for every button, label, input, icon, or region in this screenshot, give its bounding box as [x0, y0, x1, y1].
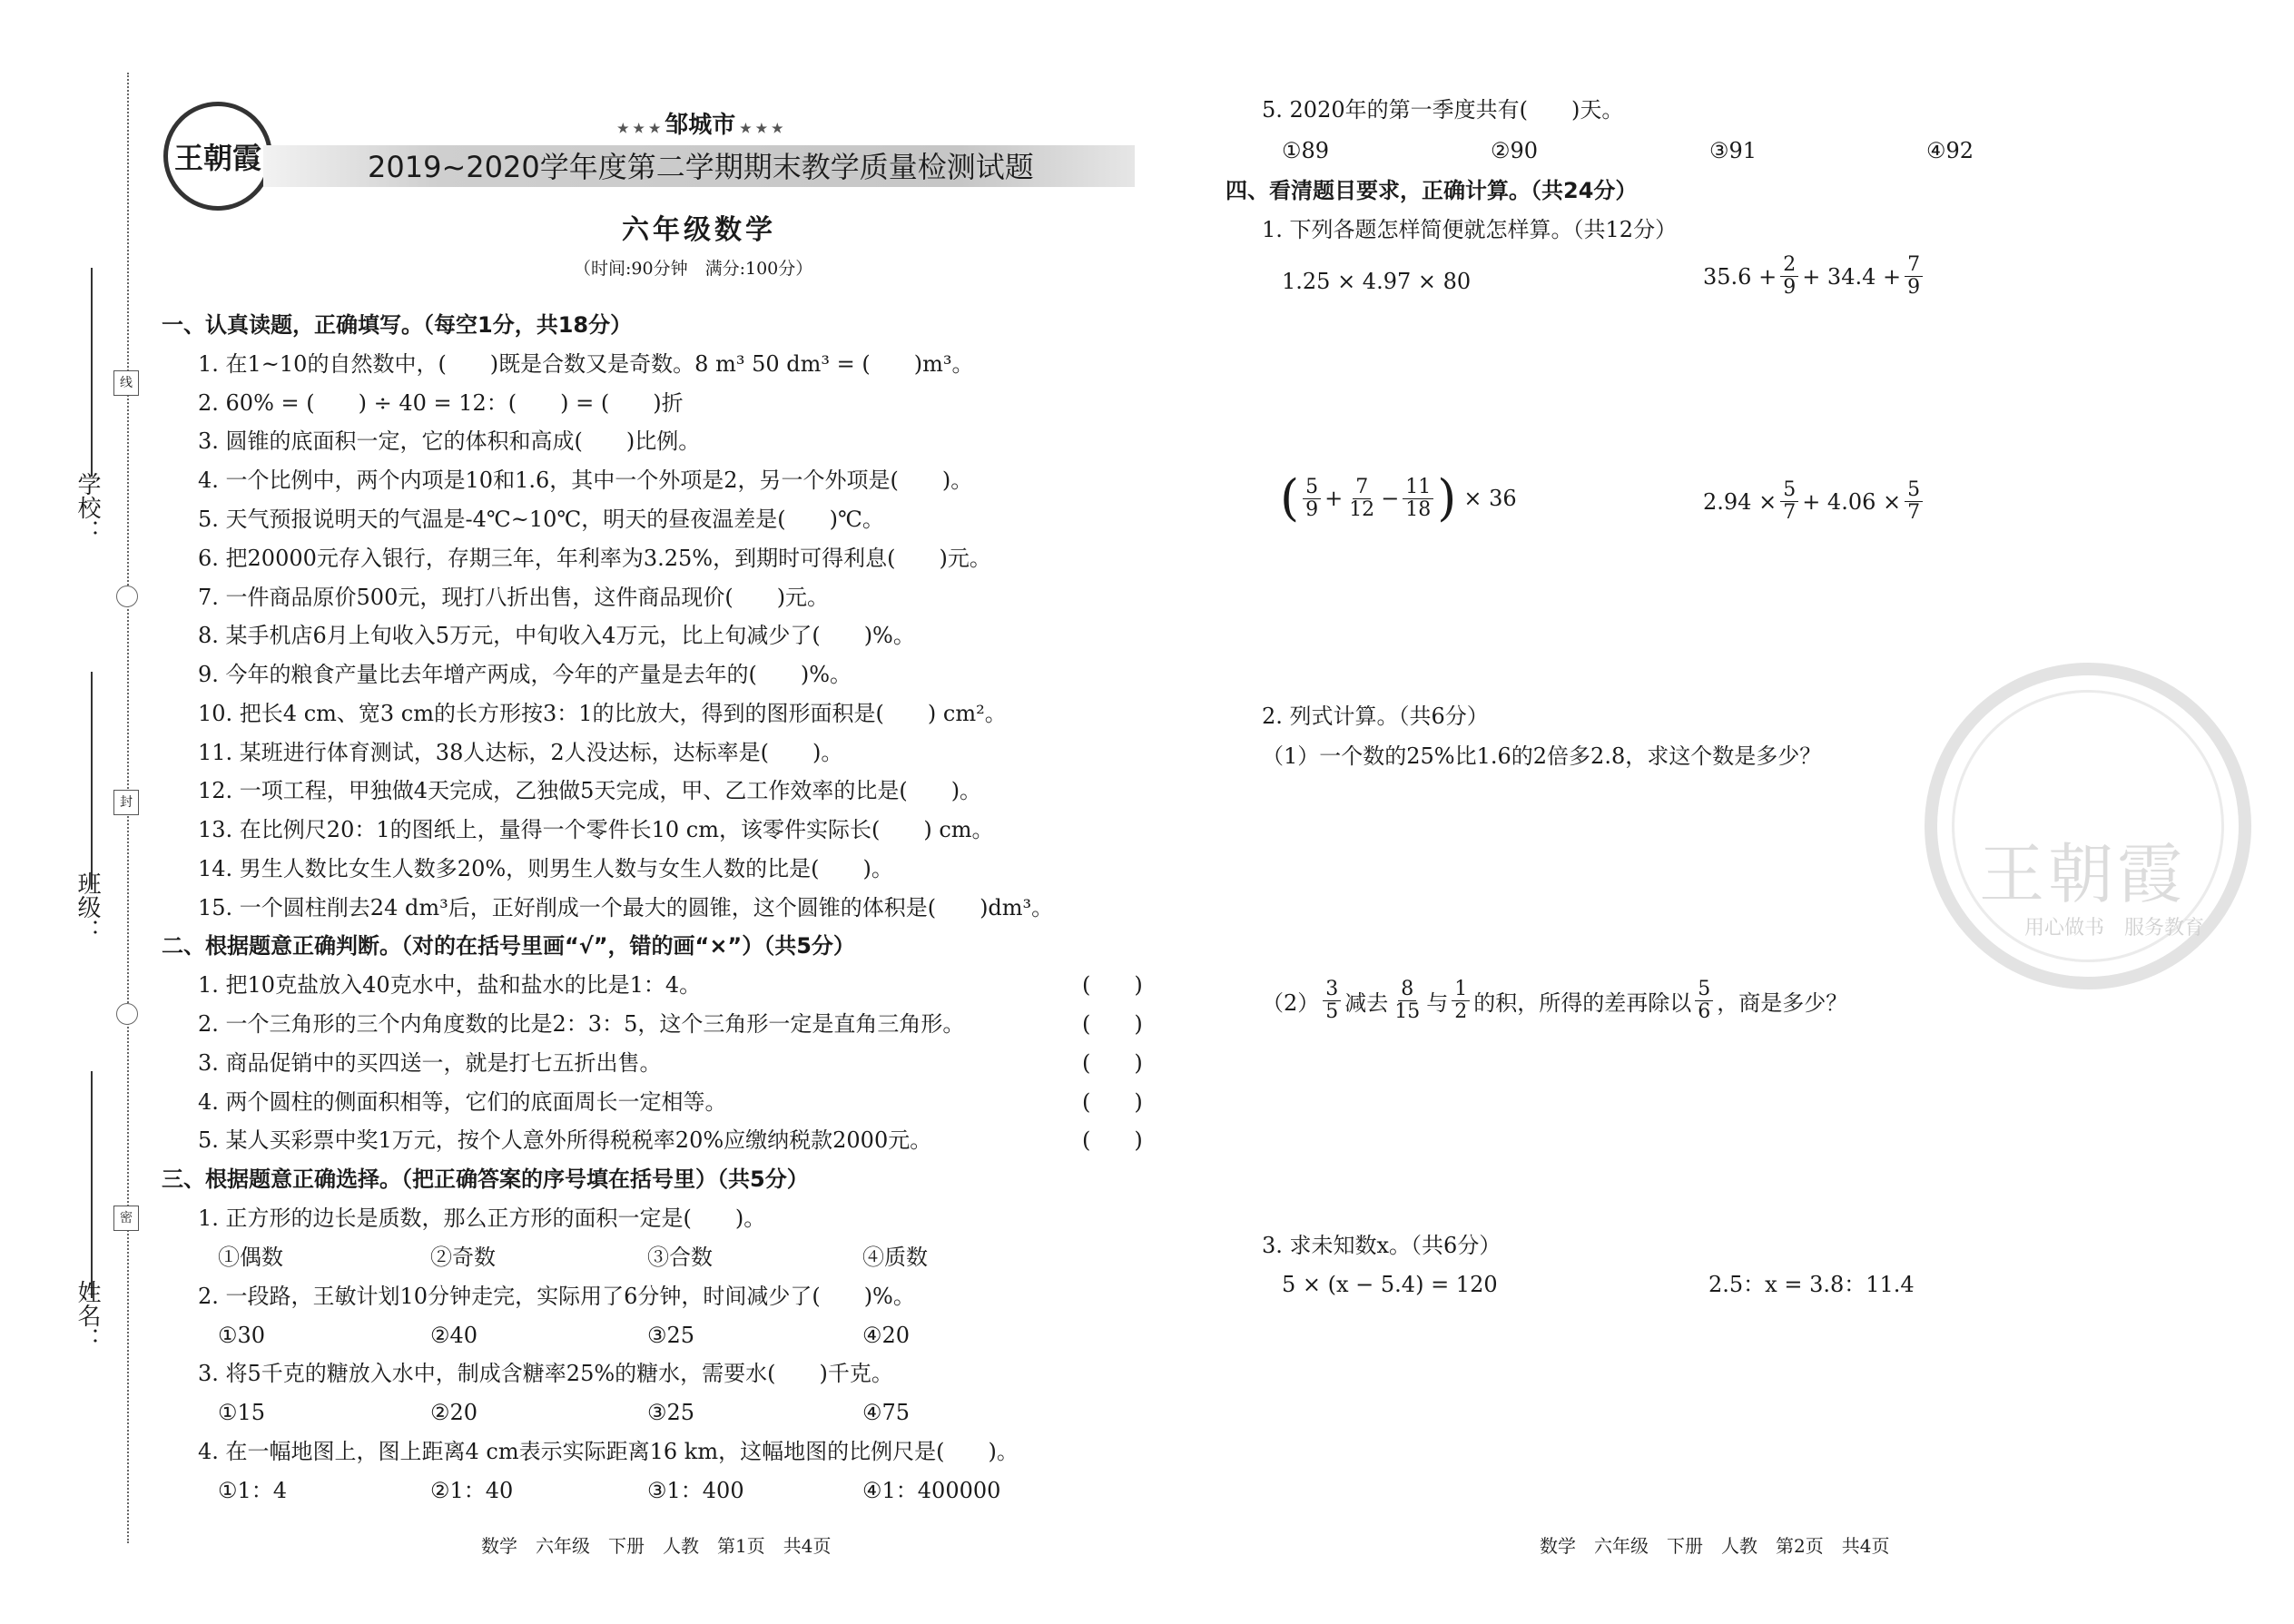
mark-close-box: 密 — [113, 1206, 139, 1231]
mark-seal-box: 封 — [113, 790, 139, 815]
fill-item: 8. 某手机店6月上旬收入5万元，中旬收入4万元，比上旬减少了( )%。 — [198, 623, 915, 648]
fill-item: 1. 在1~10的自然数中，( )既是合数又是奇数。8 m³ 50 dm³ = ( )m³。 — [198, 351, 974, 377]
section-3-heading: 三、根据题意正确选择。（把正确答案的序号填在括号里）（共5分） — [162, 1166, 809, 1192]
watermark-name: 王朝霞 — [1979, 836, 2187, 912]
choice-option: ④20 — [862, 1323, 911, 1348]
city-title: ★ ★ ★ 邹城市 ★ ★ ★ — [617, 112, 783, 139]
fraction: $\frac{2}{9}$ — [1780, 254, 1798, 299]
judge-item: 2. 一个三角形的三个内角度数的比是2：3：5，这个三角形一定是直角三角形。 — [198, 1011, 965, 1037]
part-2-title: 2. 列式计算。（共6分） — [1262, 704, 1489, 729]
fraction: $\frac{11}{18}$ — [1403, 477, 1433, 521]
class-label: 班级： — [74, 871, 101, 942]
answer-paren: ( ) — [1082, 1089, 1143, 1115]
expr-3: ( $\frac{5}{9}$ + $\frac{7}{12}$ − $\frac{11}{18}$ ) × 36 — [1280, 469, 1517, 527]
choice-option: ②90 — [1491, 138, 1539, 163]
answer-paren: ( ) — [1082, 1127, 1143, 1153]
choice-option: ③25 — [647, 1323, 695, 1348]
fill-item: 9. 今年的粮食产量比去年增产两成，今年的产量是去年的( )%。 — [198, 662, 852, 687]
choice-option: ①1：4 — [218, 1478, 288, 1503]
choice-option: ①89 — [1282, 138, 1330, 163]
fill-item: 13. 在比例尺20：1的图纸上，量得一个零件长10 cm，该零件实际长( ) cm。 — [198, 817, 994, 842]
choice-option: ①15 — [218, 1400, 266, 1425]
part-2-q1: （1）一个数的25%比1.6的2倍多2.8，求这个数是多少？ — [1262, 743, 1822, 769]
fill-item: 14. 男生人数比女生人数多20%，则男生人数与女生人数的比是( )。 — [198, 856, 893, 881]
section-4-heading: 四、看清题目要求，正确计算。（共24分） — [1226, 178, 1638, 203]
footer-right: 数学 六年级 下册 人教 第2页 共4页 — [1540, 1535, 1890, 1557]
choice-option: ②奇数 — [430, 1245, 496, 1270]
fill-item: 10. 把长4 cm、宽3 cm的长方形按3：1的比放大，得到的图形面积是( ) cm²。 — [198, 701, 1007, 726]
choice-option: ②1：40 — [430, 1478, 514, 1503]
answer-paren: ( ) — [1082, 1011, 1143, 1037]
fill-item: 4. 一个比例中，两个内项是10和1.6，其中一个外项是2，另一个外项是( )。 — [198, 468, 973, 493]
logo-text: 王朝霞 — [173, 141, 261, 175]
publisher-logo — [163, 102, 272, 211]
class-line — [91, 672, 93, 890]
judge-item: 5. 某人买彩票中奖1万元，按个人意外所得税税率20%应缴纳税款2000元。 — [198, 1127, 932, 1153]
choice-option: ①偶数 — [218, 1245, 283, 1270]
part-2-q2: （2） $\frac{3}{5}$ 减去 $\frac{8}{15}$ 与 $\frac{1}{2}$ 的积，所得的差再除以 $\frac{5}{6}$ ，商是多少？ — [1262, 978, 1848, 1023]
watermark-slogan: 用心做书 服务教育 — [2024, 917, 2205, 940]
knot-icon — [116, 586, 138, 607]
equation-1: 5 × (x − 5.4) = 120 — [1282, 1272, 1498, 1297]
choice-option: ②20 — [430, 1400, 478, 1425]
answer-paren: ( ) — [1082, 1050, 1143, 1076]
footer-left: 数学 六年级 下册 人教 第1页 共4页 — [481, 1535, 832, 1557]
choice-option: ③1：400 — [647, 1478, 744, 1503]
exam-subtitle: 六年级数学 — [622, 214, 776, 246]
fill-item: 7. 一件商品原价500元，现打八折出售，这件商品现价( )元。 — [198, 585, 830, 610]
fraction: $\frac{7}{12}$ — [1349, 475, 1375, 521]
fill-item: 11. 某班进行体育测试，38人达标，2人没达标，达标率是( )。 — [198, 740, 843, 765]
choice-option: ④1：400000 — [862, 1478, 1001, 1503]
expr-1: 1.25 × 4.97 × 80 — [1282, 269, 1472, 294]
choice-option: ③91 — [1709, 138, 1757, 163]
school-label: 学校： — [74, 472, 101, 543]
choice-question: 5. 2020年的第一季度共有( )天。 — [1262, 97, 1624, 123]
judge-item: 4. 两个圆柱的侧面积相等，它们的底面周长一定相等。 — [198, 1089, 727, 1115]
fill-item: 12. 一项工程，甲独做4天完成，乙独做5天完成，甲、乙工作效率的比是( )。 — [198, 778, 982, 803]
choice-option: ④92 — [1926, 138, 1974, 163]
choice-question: 2. 一段路，王敏计划10分钟走完，实际用了6分钟，时间减少了( )%。 — [198, 1284, 915, 1309]
knot-icon — [116, 1003, 138, 1025]
fill-item: 5. 天气预报说明天的气温是-4℃~10℃，明天的昼夜温差是( )℃。 — [198, 507, 884, 532]
fill-item: 3. 圆锥的底面积一定，它的体积和高成( )比例。 — [198, 428, 701, 454]
choice-option: ④75 — [862, 1400, 911, 1425]
section-2-heading: 二、根据题意正确判断。（对的在括号里画“√”，错的画“×”）（共5分） — [162, 933, 855, 959]
exam-meta: （时间:90分钟 满分:100分） — [574, 259, 813, 279]
choice-question: 3. 将5千克的糖放入水中，制成含糖率25%的糖水，需要水( )千克。 — [198, 1361, 893, 1386]
expr-4: 2.94 × $\frac{5}{7}$ + 4.06 × $\frac{5}{7}$ — [1703, 479, 1926, 524]
part-3-title: 3. 求未知数x。（共6分） — [1262, 1233, 1501, 1258]
fraction: $\frac{7}{9}$ — [1905, 254, 1923, 299]
fraction: $\frac{5}{7}$ — [1780, 479, 1798, 524]
choice-option: ①30 — [218, 1323, 266, 1348]
fraction: $\frac{3}{5}$ — [1323, 979, 1341, 1023]
equation-2: 2.5：x = 3.8：11.4 — [1708, 1272, 1915, 1297]
choice-option: ②40 — [430, 1323, 478, 1348]
answer-paren: ( ) — [1082, 972, 1143, 998]
judge-item: 1. 把10克盐放入40克水中，盐和盐水的比是1：4。 — [198, 972, 702, 998]
school-line — [91, 268, 93, 477]
part-1-title: 1. 下列各题怎样简便就怎样算。（共12分） — [1262, 217, 1678, 242]
fraction: $\frac{8}{15}$ — [1394, 978, 1421, 1023]
choice-option: ③25 — [647, 1400, 695, 1425]
mark-line-box: 线 — [113, 370, 139, 396]
choice-option: ③合数 — [647, 1245, 713, 1270]
fill-item: 15. 一个圆柱削去24 dm³后，正好削成一个最大的圆锥，这个圆锥的体积是( )dm³。 — [198, 895, 1054, 920]
name-label: 姓名： — [74, 1280, 101, 1351]
fraction: $\frac{1}{2}$ — [1452, 979, 1470, 1023]
exam-title: 2019~2020学年度第二学期期末教学质量检测试题 — [368, 150, 1034, 184]
choice-question: 1. 正方形的边长是质数，那么正方形的面积一定是( )。 — [198, 1206, 766, 1231]
name-line — [91, 1071, 93, 1298]
fill-item: 6. 把20000元存入银行，存期三年，年利率为3.25%，到期时可得利息( )元。 — [198, 546, 991, 571]
fraction: $\frac{5}{9}$ — [1303, 477, 1321, 521]
choice-option: ④质数 — [862, 1245, 928, 1270]
section-1-heading: 一、认真读题，正确填写。（每空1分，共18分） — [162, 312, 633, 338]
judge-item: 3. 商品促销中的买四送一，就是打七五折出售。 — [198, 1050, 662, 1076]
fraction: $\frac{5}{6}$ — [1695, 979, 1713, 1023]
fill-item: 2. 60% = ( ) ÷ 40 = 12：( ) = ( )折 — [198, 390, 684, 416]
fraction: $\frac{5}{7}$ — [1905, 479, 1923, 524]
choice-question: 4. 在一幅地图上，图上距离4 cm表示实际距离16 km，这幅地图的比例尺是( )。 — [198, 1439, 1019, 1464]
expr-2: 35.6 + $\frac{2}{9}$ + 34.4 + $\frac{7}{9}$ — [1703, 254, 1926, 299]
